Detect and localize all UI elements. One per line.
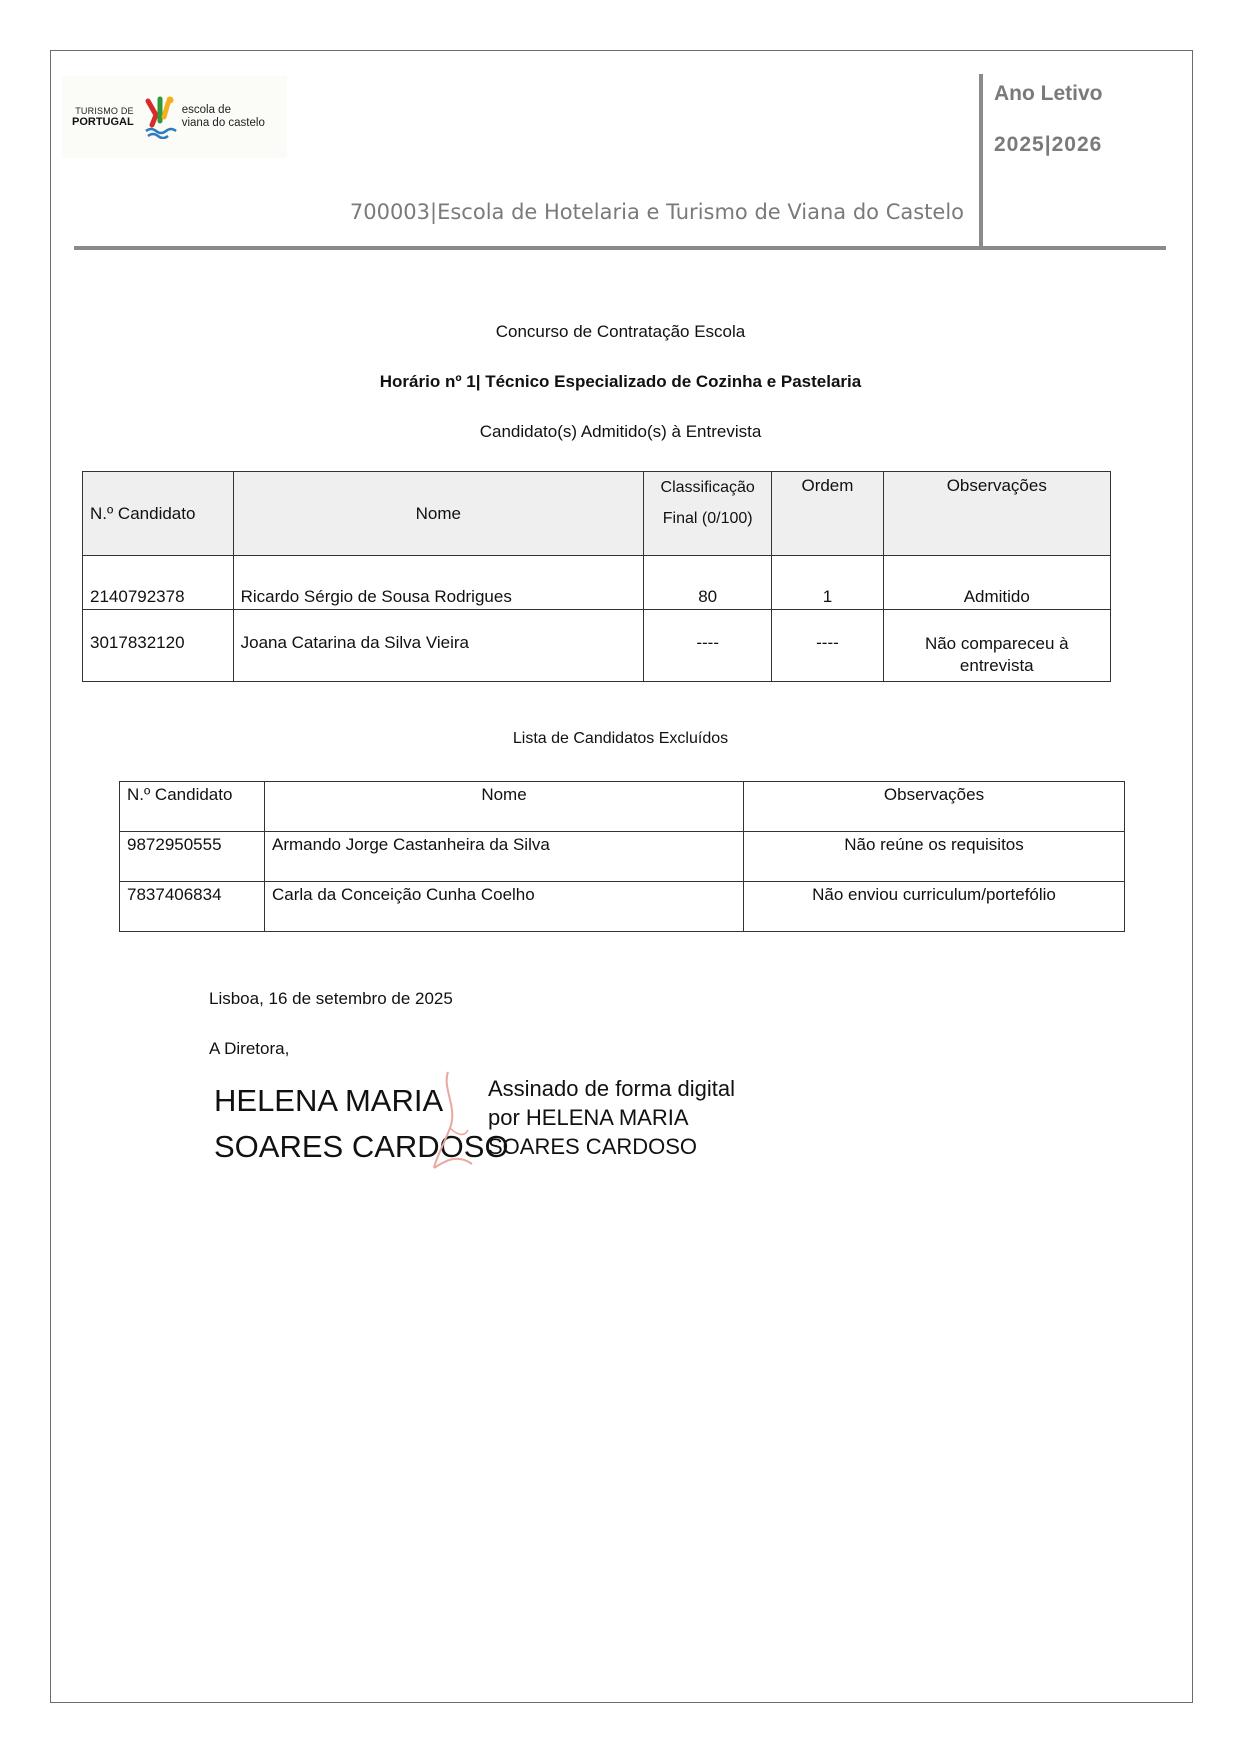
cell-candidate-number: 9872950555 (120, 832, 265, 882)
header-final-score (644, 472, 772, 556)
cell-order: ---- (772, 610, 883, 682)
excluded-title: Lista de Candidatos Excluídos (512, 730, 729, 747)
excluded-candidates-table (119, 781, 1125, 932)
header-final-score-line2: Final (0/100) (662, 510, 753, 527)
signature-statement-line1: Assinado de forma digital (488, 1076, 736, 1101)
header-candidate-number: N.º Candidato (83, 472, 234, 556)
cell-final-score: 80 (644, 556, 772, 610)
admitted-candidates-table (82, 471, 1111, 682)
schedule-title: Horário nº 1| Técnico Especializado de Cozinha e Pastelaria (379, 372, 862, 391)
table-header-row (120, 782, 1125, 832)
turismo-portugal-logo-icon (142, 95, 178, 139)
cell-name: Ricardo Sérgio de Sousa Rodrigues (233, 556, 643, 610)
place-and-date: Lisboa, 16 de setembro de 2025 (209, 989, 453, 1008)
cell-observations-line1: Não compareceu à (924, 634, 1069, 653)
cell-observations-line2: entrevista (959, 656, 1034, 675)
table-row (120, 882, 1125, 932)
digital-signature-icon (428, 1068, 478, 1172)
header-candidate-number: N.º Candidato (120, 782, 265, 832)
signature-statement (488, 1074, 735, 1161)
cell-candidate-number: 3017832120 (83, 610, 234, 682)
cell-observations: Não enviou curriculum/portefólio (744, 882, 1125, 932)
signature-name-line1: HELENA MARIA (214, 1083, 444, 1118)
header-horizontal-rule (74, 246, 1166, 250)
cell-observations (883, 610, 1110, 682)
header-observations: Observações (883, 472, 1110, 556)
cell-name: Armando Jorge Castanheira da Silva (265, 832, 744, 882)
header-observations: Observações (744, 782, 1125, 832)
table-row (83, 610, 1111, 682)
signature-statement-line2: por HELENA MARIA (488, 1105, 689, 1130)
cell-candidate-number: 7837406834 (120, 882, 265, 932)
school-year-label: Ano Letivo (994, 82, 1103, 105)
cell-order: 1 (772, 556, 883, 610)
header-order: Ordem (772, 472, 883, 556)
table-row (120, 832, 1125, 882)
cell-name: Carla da Conceição Cunha Coelho (265, 882, 744, 932)
cell-candidate-number: 2140792378 (83, 556, 234, 610)
header-vertical-rule (979, 74, 983, 248)
school-logo (62, 76, 287, 158)
logo-text-portugal: PORTUGAL (72, 116, 134, 128)
table-row (83, 556, 1111, 610)
header-name: Nome (265, 782, 744, 832)
cell-name: Joana Catarina da Silva Vieira (233, 610, 643, 682)
school-name: 700003|Escola de Hotelaria e Turismo de Viana do Castelo (349, 200, 964, 224)
header-name: Nome (233, 472, 643, 556)
cell-observations: Admitido (883, 556, 1110, 610)
signature-statement-line3: SOARES CARDOSO (488, 1134, 698, 1159)
logo-text-escola: escola de (181, 104, 231, 116)
logo-text-viana: viana do castelo (181, 117, 265, 129)
admitted-title: Candidato(s) Admitido(s) à Entrevista (479, 422, 762, 441)
cell-observations: Não reúne os requisitos (744, 832, 1125, 882)
signature-name-line2: SOARES CARDOSO (214, 1129, 509, 1164)
contest-title: Concurso de Contratação Escola (495, 322, 746, 341)
header-final-score-line1: Classificação (660, 479, 755, 496)
director-label: A Diretora, (209, 1039, 290, 1058)
logo-text-turismo: TURISMO DE (75, 106, 134, 116)
school-year-value: 2025|2026 (994, 133, 1103, 156)
cell-final-score: ---- (644, 610, 772, 682)
table-header-row (83, 472, 1111, 556)
